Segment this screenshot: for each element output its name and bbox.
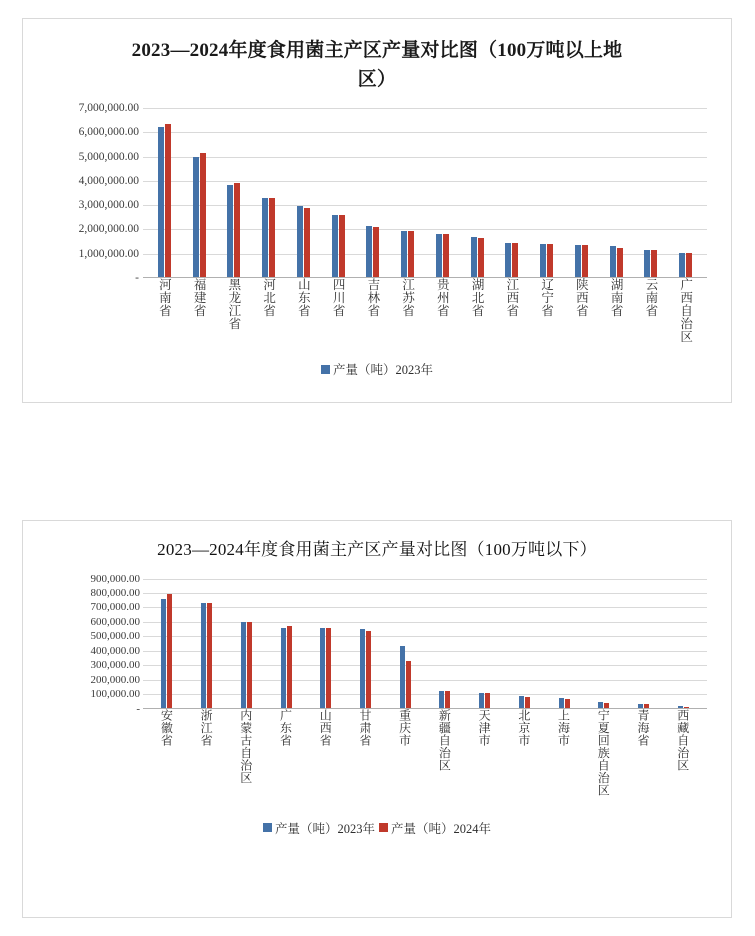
y-axis-tick-label: 900,000.00: [90, 572, 140, 585]
bar: [161, 599, 166, 709]
legend-swatch: [321, 365, 330, 374]
bar: [326, 628, 331, 709]
x-axis-category: [425, 709, 465, 797]
bar-group: [147, 579, 187, 709]
x-axis-category: [495, 278, 530, 343]
bar-group: [624, 579, 664, 709]
bar: [158, 127, 164, 278]
chart-title-above-1m: 2023—2024年度食用菌主产区产量对比图（100万吨以上地区）: [131, 40, 623, 90]
bar-group: [460, 108, 495, 278]
x-axis-category-label: 黑龙江省: [226, 278, 241, 330]
x-axis-category: [663, 709, 703, 797]
bar: [512, 243, 518, 278]
grid-area-below-1m: [143, 579, 707, 709]
x-axis-category-label: 山东省: [296, 278, 311, 317]
y-axis-tick-label: -: [135, 272, 139, 284]
bar-group: [584, 579, 624, 709]
x-axis-category-label: 西藏自治区: [675, 708, 690, 771]
x-axis-category: [599, 278, 634, 343]
plot-area-above-1m: [23, 102, 731, 284]
x-axis-category: [385, 709, 425, 797]
bar: [575, 245, 581, 278]
bar: [234, 183, 240, 278]
y-axis-tick-label: 500,000.00: [90, 630, 140, 643]
bar: [304, 208, 310, 278]
bar-group: [544, 579, 584, 709]
x-axis-category: [251, 278, 286, 343]
y-axis-tick-label: 300,000.00: [90, 659, 140, 672]
bar-group: [504, 579, 544, 709]
x-axis-category-label: 辽宁省: [539, 278, 554, 317]
chart-card-above-1m: [22, 18, 732, 403]
bar-group: [286, 108, 321, 278]
legend-above-1m: [23, 360, 731, 378]
legend-item[interactable]: [379, 819, 491, 837]
bar: [505, 243, 511, 278]
bar: [406, 661, 411, 709]
bar: [320, 628, 325, 709]
chart-title-below-1m: 2023—2024年度食用菌主产区产量对比图（100万吨以下）: [157, 540, 597, 559]
x-axis-category-label: 广西自治区: [678, 278, 693, 343]
bar-group: [385, 579, 425, 709]
bar: [436, 234, 442, 278]
x-axis-category-label: 四川省: [331, 278, 346, 317]
bar: [360, 629, 365, 708]
bar: [400, 646, 405, 708]
bar-group: [182, 108, 217, 278]
bar-group: [187, 579, 227, 709]
x-axis-category-label: 天津市: [477, 708, 492, 746]
bar: [227, 185, 233, 279]
bar-group: [564, 108, 599, 278]
bar-group: [266, 579, 306, 709]
x-axis-category: [321, 278, 356, 343]
legend-item[interactable]: [321, 360, 433, 378]
x-axis-category: [346, 709, 386, 797]
bar: [247, 622, 252, 709]
x-axis-category-label: 江苏省: [400, 278, 415, 317]
x-axis-category-label: 湖北省: [470, 278, 485, 317]
legend-below-1m: [23, 819, 731, 837]
y-axis-tick-label: -: [136, 702, 140, 715]
bar: [287, 626, 292, 708]
bar: [540, 244, 546, 278]
bar-series-above-1m: [143, 108, 707, 278]
bar-group: [356, 108, 391, 278]
bar: [366, 226, 372, 278]
x-axis-category-label: 广东省: [278, 708, 293, 746]
bar: [644, 250, 650, 278]
y-axis-below-1m: [23, 572, 143, 715]
y-axis-tick-label: 100,000.00: [90, 688, 140, 701]
y-axis-tick-label: 800,000.00: [90, 586, 140, 599]
bar: [193, 157, 199, 278]
y-axis-above-1m: [23, 102, 143, 284]
x-axis-category: [544, 709, 584, 797]
x-axis-category-label: 云南省: [643, 278, 658, 317]
grid-area-above-1m: [143, 108, 707, 278]
x-axis-category: [460, 278, 495, 343]
bar: [401, 231, 407, 278]
x-axis-category: [217, 278, 252, 343]
y-axis-tick-label: 3,000,000.00: [78, 199, 139, 212]
bar: [610, 246, 616, 278]
x-axis-category-label: 甘肃省: [357, 708, 372, 746]
x-axis-category-label: 河北省: [261, 278, 276, 317]
bar-group: [668, 108, 703, 278]
bar: [582, 245, 588, 278]
bar: [332, 215, 338, 278]
bar: [679, 253, 685, 279]
bar: [373, 227, 379, 278]
y-axis-tick-label: 7,000,000.00: [78, 102, 139, 114]
bar-group: [425, 108, 460, 278]
legend-swatch: [379, 823, 388, 832]
bar-group: [390, 108, 425, 278]
bar: [479, 693, 484, 709]
bar: [408, 231, 414, 278]
x-axis-labels-below-1m: [143, 709, 707, 797]
legend-swatch: [263, 823, 272, 832]
x-axis-category-label: 吉林省: [365, 278, 380, 317]
bar: [439, 691, 444, 708]
bar-group: [147, 108, 182, 278]
bar: [165, 124, 171, 278]
bar: [445, 691, 450, 708]
bar: [478, 238, 484, 278]
y-axis-tick-label: 5,000,000.00: [78, 150, 139, 163]
x-axis-category-label: 福建省: [192, 278, 207, 317]
bar: [167, 594, 172, 708]
x-axis-category: [147, 278, 182, 343]
bar-group: [425, 579, 465, 709]
x-axis-category: [356, 278, 391, 343]
x-axis-category: [390, 278, 425, 343]
bar: [651, 250, 657, 278]
bar: [201, 603, 206, 708]
bar: [366, 631, 371, 709]
y-axis-tick-label: 700,000.00: [90, 601, 140, 614]
x-axis-category-label: 浙江省: [199, 708, 214, 746]
legend-label: 产量（吨）2023年: [274, 821, 375, 836]
plot-area-below-1m: [23, 572, 731, 715]
x-axis-category-label: 上海市: [556, 708, 571, 746]
x-axis-category: [425, 278, 460, 343]
bar-group: [217, 108, 252, 278]
x-axis-category: [182, 278, 217, 343]
x-axis-category-label: 陕西省: [574, 278, 589, 317]
bar: [269, 198, 275, 278]
y-axis-tick-label: 2,000,000.00: [78, 223, 139, 236]
bar: [686, 253, 692, 279]
bar: [281, 628, 286, 709]
bar-group: [251, 108, 286, 278]
bar-group: [599, 108, 634, 278]
x-axis-category-label: 山西省: [318, 708, 333, 746]
bar: [617, 248, 623, 278]
x-axis-category-label: 安徽省: [159, 708, 174, 746]
bar-group: [634, 108, 669, 278]
bar: [297, 206, 303, 278]
y-axis-tick-label: 1,000,000.00: [78, 247, 139, 260]
y-axis-tick-label: 600,000.00: [90, 615, 140, 628]
x-axis-category-label: 贵州省: [435, 278, 450, 317]
x-axis-category: [668, 278, 703, 343]
x-axis-category-label: 湖南省: [609, 278, 624, 317]
legend-label: 产量（吨）2023年: [332, 363, 433, 377]
bar-group: [226, 579, 266, 709]
bar-group: [663, 579, 703, 709]
bar-group: [529, 108, 564, 278]
bar: [241, 622, 246, 709]
x-axis-category: [504, 709, 544, 797]
bar-group: [346, 579, 386, 709]
bar-group: [306, 579, 346, 709]
x-axis-category: [529, 278, 564, 343]
bar: [485, 693, 490, 708]
x-axis-category: [564, 278, 599, 343]
bar: [443, 234, 449, 278]
bar: [471, 237, 477, 278]
x-axis-category: [465, 709, 505, 797]
x-axis-category-label: 宁夏回族自治区: [596, 708, 611, 796]
x-axis-category-label: 新疆自治区: [437, 708, 452, 771]
x-axis-category: [147, 709, 187, 797]
legend-label: 产量（吨）2024年: [391, 821, 492, 836]
bar: [262, 198, 268, 278]
x-axis-labels-above-1m: [143, 278, 707, 343]
x-axis-category: [634, 278, 669, 343]
x-axis-category-label: 青海省: [635, 708, 650, 746]
bar-series-below-1m: [143, 579, 707, 709]
bar-group: [321, 108, 356, 278]
x-axis-category: [226, 709, 266, 797]
x-axis-category: [286, 278, 321, 343]
y-axis-tick-label: 200,000.00: [90, 673, 140, 686]
x-axis-category: [266, 709, 306, 797]
x-axis-category-label: 江西省: [504, 278, 519, 317]
bar-group: [495, 108, 530, 278]
bar: [207, 603, 212, 708]
legend-item[interactable]: [263, 819, 375, 837]
x-axis-category: [187, 709, 227, 797]
y-axis-tick-label: 4,000,000.00: [78, 174, 139, 187]
y-axis-tick-label: 6,000,000.00: [78, 126, 139, 139]
x-axis-category: [624, 709, 664, 797]
x-axis-category: [306, 709, 346, 797]
chart-card-below-1m: [22, 520, 732, 918]
bar: [200, 153, 206, 278]
bar-group: [465, 579, 505, 709]
x-axis-category-label: 内蒙古自治区: [238, 708, 253, 784]
x-axis-category-label: 重庆市: [397, 708, 412, 746]
bar: [339, 215, 345, 278]
x-axis-category: [584, 709, 624, 797]
y-axis-tick-label: 400,000.00: [90, 644, 140, 657]
x-axis-category-label: 北京市: [516, 708, 531, 746]
x-axis-category-label: 河南省: [157, 278, 172, 317]
bar: [547, 244, 553, 278]
